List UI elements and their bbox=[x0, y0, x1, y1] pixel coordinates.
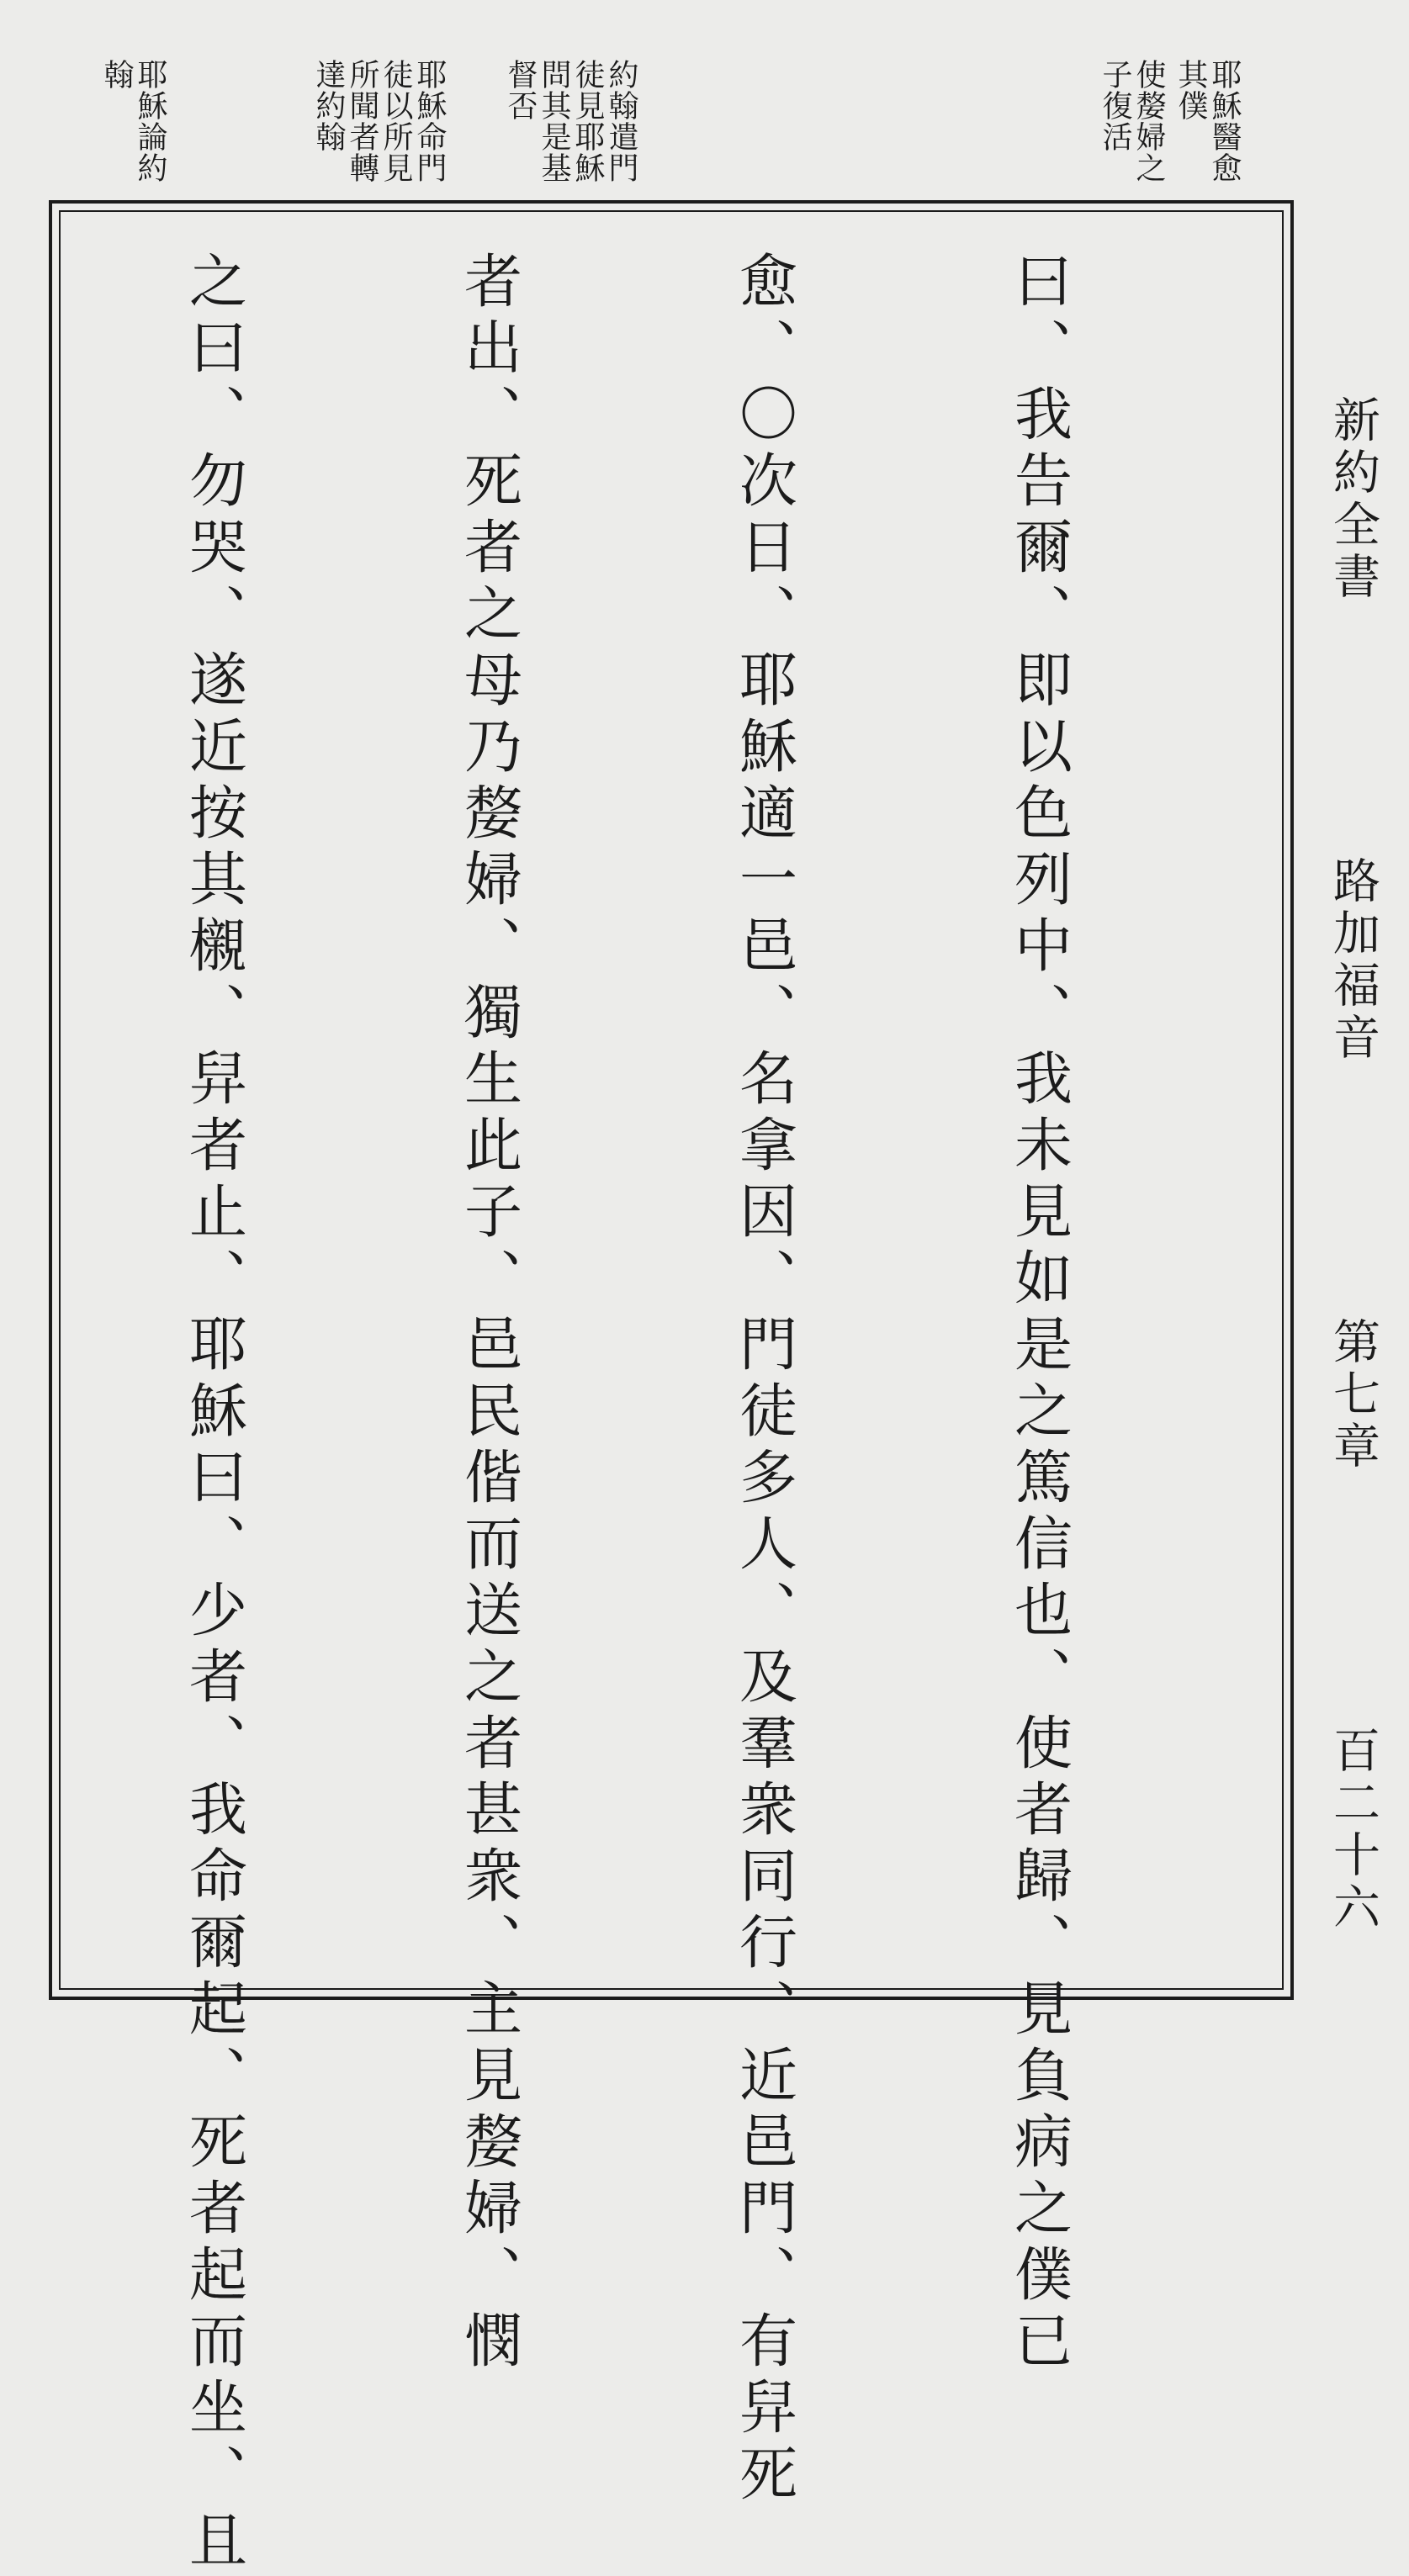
text-column: 之曰、勿哭、遂近按其櫬、舁者止、耶穌曰、少者、我命爾起、死者起而坐、且 bbox=[179, 251, 246, 2576]
headnote-5: 耶穌論約 翰 bbox=[99, 59, 167, 183]
running-head bbox=[1302, 395, 1386, 1934]
headnote-1: 耶穌醫愈 其僕 bbox=[1173, 59, 1242, 183]
headnote-4: 耶穌命門 徒以所見 所聞者轉 達約翰 bbox=[311, 59, 447, 183]
book-title: 新約全書 bbox=[1326, 395, 1380, 604]
page-number: 百二十六 bbox=[1326, 1726, 1380, 1934]
scripture-text bbox=[81, 251, 1267, 2576]
gospel-name: 路加福音 bbox=[1326, 856, 1380, 1065]
text-column: 愈、〇次日、耶穌適一邑、名拿因、門徒多人、及羣衆同行、近邑門、有舁死 bbox=[729, 251, 797, 2510]
headnote-3: 約翰遣門 徒見耶穌 問其是基 督否 bbox=[503, 59, 638, 183]
headnote-2: 使嫠婦之 子復活 bbox=[1098, 59, 1166, 183]
chapter-label: 第七章 bbox=[1326, 1317, 1380, 1473]
text-column: 曰、我告爾、即以色列中、我未見如是之篤信也、使者歸、見負病之僕已 bbox=[1004, 251, 1072, 2377]
text-column: 者出、死者之母乃嫠婦、獨生此子、邑民偕而送之者甚衆、主見嫠婦、憫 bbox=[454, 251, 522, 2377]
